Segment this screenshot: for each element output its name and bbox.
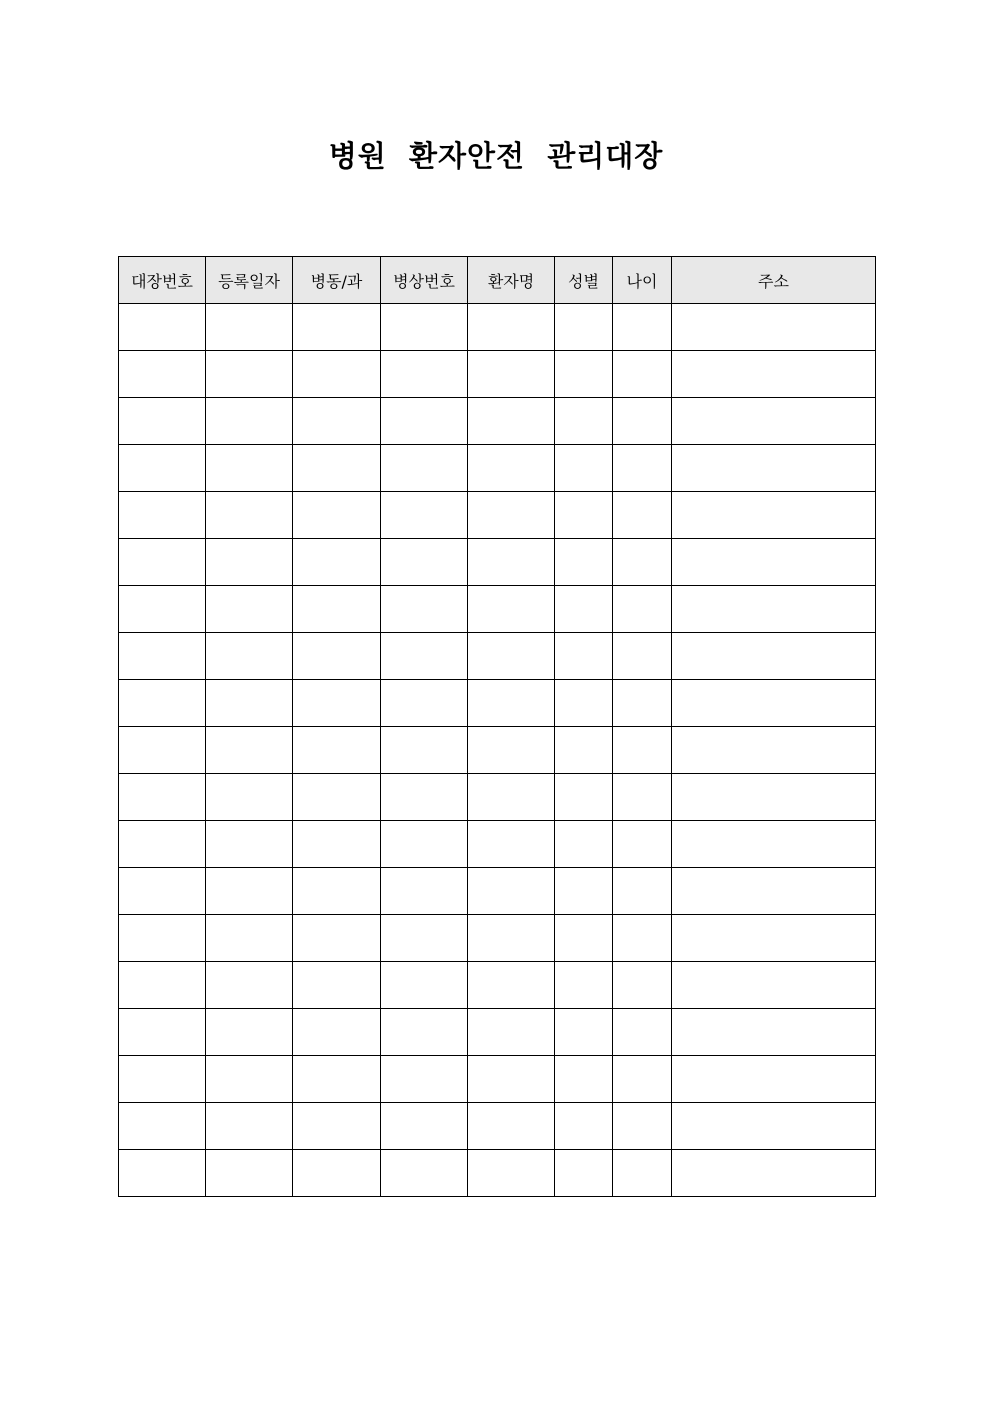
bed-number-cell[interactable] xyxy=(381,1009,468,1056)
patient-name-cell[interactable] xyxy=(468,727,555,774)
age-cell[interactable] xyxy=(613,1150,672,1197)
ward-department-cell[interactable] xyxy=(293,915,381,962)
table-row xyxy=(119,915,876,962)
ledger-number-cell[interactable] xyxy=(119,680,206,727)
patient-name-cell[interactable] xyxy=(468,1150,555,1197)
address-cell[interactable] xyxy=(672,586,876,633)
column-header-age: 나이 xyxy=(613,257,672,304)
patient-name-cell[interactable] xyxy=(468,1009,555,1056)
address-cell[interactable] xyxy=(672,445,876,492)
address-cell[interactable] xyxy=(672,915,876,962)
patient-safety-ledger-table xyxy=(118,256,876,1197)
ward-department-cell[interactable] xyxy=(293,774,381,821)
bed-number-cell[interactable] xyxy=(381,586,468,633)
sex-cell[interactable] xyxy=(555,492,613,539)
bed-number-cell[interactable] xyxy=(381,680,468,727)
ward-department-cell[interactable] xyxy=(293,351,381,398)
sex-cell[interactable] xyxy=(555,445,613,492)
ward-department-cell[interactable] xyxy=(293,1150,381,1197)
registration-date-cell[interactable] xyxy=(206,539,293,586)
ledger-number-cell[interactable] xyxy=(119,492,206,539)
table-row xyxy=(119,1150,876,1197)
bed-number-cell[interactable] xyxy=(381,351,468,398)
registration-date-cell[interactable] xyxy=(206,445,293,492)
table-row xyxy=(119,539,876,586)
bed-number-cell[interactable] xyxy=(381,915,468,962)
address-cell[interactable] xyxy=(672,1056,876,1103)
bed-number-cell[interactable] xyxy=(381,633,468,680)
ledger-number-cell[interactable] xyxy=(119,774,206,821)
age-cell[interactable] xyxy=(613,727,672,774)
bed-number-cell[interactable] xyxy=(381,868,468,915)
address-cell[interactable] xyxy=(672,821,876,868)
registration-date-cell[interactable] xyxy=(206,962,293,1009)
age-cell[interactable] xyxy=(613,868,672,915)
ledger-number-cell[interactable] xyxy=(119,539,206,586)
table-row xyxy=(119,492,876,539)
registration-date-cell[interactable] xyxy=(206,1056,293,1103)
registration-date-cell[interactable] xyxy=(206,492,293,539)
age-cell[interactable] xyxy=(613,1103,672,1150)
column-header-sex: 성별 xyxy=(555,257,613,304)
registration-date-cell[interactable] xyxy=(206,821,293,868)
sex-cell[interactable] xyxy=(555,680,613,727)
bed-number-cell[interactable] xyxy=(381,398,468,445)
ward-department-cell[interactable] xyxy=(293,962,381,1009)
table-row xyxy=(119,1056,876,1103)
sex-cell[interactable] xyxy=(555,774,613,821)
table-row xyxy=(119,351,876,398)
bed-number-cell[interactable] xyxy=(381,1056,468,1103)
patient-name-cell[interactable] xyxy=(468,868,555,915)
ledger-number-cell[interactable] xyxy=(119,868,206,915)
patient-name-cell[interactable] xyxy=(468,586,555,633)
sex-cell[interactable] xyxy=(555,915,613,962)
table-row xyxy=(119,774,876,821)
table-row xyxy=(119,445,876,492)
registration-date-cell[interactable] xyxy=(206,915,293,962)
address-cell[interactable] xyxy=(672,539,876,586)
sex-cell[interactable] xyxy=(555,821,613,868)
age-cell[interactable] xyxy=(613,351,672,398)
sex-cell[interactable] xyxy=(555,304,613,351)
address-cell[interactable] xyxy=(672,680,876,727)
registration-date-cell[interactable] xyxy=(206,351,293,398)
ward-department-cell[interactable] xyxy=(293,492,381,539)
ward-department-cell[interactable] xyxy=(293,868,381,915)
age-cell[interactable] xyxy=(613,539,672,586)
ward-department-cell[interactable] xyxy=(293,304,381,351)
sex-cell[interactable] xyxy=(555,633,613,680)
ward-department-cell[interactable] xyxy=(293,727,381,774)
bed-number-cell[interactable] xyxy=(381,1103,468,1150)
ledger-number-cell[interactable] xyxy=(119,1009,206,1056)
sex-cell[interactable] xyxy=(555,1150,613,1197)
address-cell[interactable] xyxy=(672,492,876,539)
ledger-number-cell[interactable] xyxy=(119,586,206,633)
registration-date-cell[interactable] xyxy=(206,727,293,774)
age-cell[interactable] xyxy=(613,304,672,351)
table-row xyxy=(119,633,876,680)
bed-number-cell[interactable] xyxy=(381,727,468,774)
ledger-number-cell[interactable] xyxy=(119,821,206,868)
age-cell[interactable] xyxy=(613,774,672,821)
sex-cell[interactable] xyxy=(555,351,613,398)
registration-date-cell[interactable] xyxy=(206,1150,293,1197)
ward-department-cell[interactable] xyxy=(293,633,381,680)
age-cell[interactable] xyxy=(613,586,672,633)
ward-department-cell[interactable] xyxy=(293,445,381,492)
address-cell[interactable] xyxy=(672,727,876,774)
sex-cell[interactable] xyxy=(555,586,613,633)
patient-name-cell[interactable] xyxy=(468,1056,555,1103)
patient-name-cell[interactable] xyxy=(468,539,555,586)
ward-department-cell[interactable] xyxy=(293,1103,381,1150)
age-cell[interactable] xyxy=(613,398,672,445)
ledger-number-cell[interactable] xyxy=(119,445,206,492)
registration-date-cell[interactable] xyxy=(206,868,293,915)
age-cell[interactable] xyxy=(613,1056,672,1103)
address-cell[interactable] xyxy=(672,1009,876,1056)
address-cell[interactable] xyxy=(672,868,876,915)
registration-date-cell[interactable] xyxy=(206,398,293,445)
table-header-row xyxy=(119,257,876,304)
table-row xyxy=(119,1009,876,1056)
registration-date-cell[interactable] xyxy=(206,1009,293,1056)
sex-cell[interactable] xyxy=(555,727,613,774)
ward-department-cell[interactable] xyxy=(293,680,381,727)
ward-department-cell[interactable] xyxy=(293,821,381,868)
registration-date-cell[interactable] xyxy=(206,304,293,351)
column-header-patient-name: 환자명 xyxy=(468,257,555,304)
ward-department-cell[interactable] xyxy=(293,586,381,633)
patient-name-cell[interactable] xyxy=(468,1103,555,1150)
column-header-address: 주소 xyxy=(672,257,876,304)
patient-name-cell[interactable] xyxy=(468,680,555,727)
registration-date-cell[interactable] xyxy=(206,680,293,727)
registration-date-cell[interactable] xyxy=(206,633,293,680)
bed-number-cell[interactable] xyxy=(381,1150,468,1197)
sex-cell[interactable] xyxy=(555,868,613,915)
age-cell[interactable] xyxy=(613,1009,672,1056)
ledger-number-cell[interactable] xyxy=(119,915,206,962)
ledger-number-cell[interactable] xyxy=(119,1103,206,1150)
patient-name-cell[interactable] xyxy=(468,304,555,351)
table-row xyxy=(119,868,876,915)
ledger-number-cell[interactable] xyxy=(119,304,206,351)
bed-number-cell[interactable] xyxy=(381,304,468,351)
ward-department-cell[interactable] xyxy=(293,539,381,586)
bed-number-cell[interactable] xyxy=(381,774,468,821)
page-title: 병원 환자안전 관리대장 xyxy=(328,139,664,173)
age-cell[interactable] xyxy=(613,445,672,492)
column-header-registration-date: 등록일자 xyxy=(206,257,293,304)
bed-number-cell[interactable] xyxy=(381,962,468,1009)
bed-number-cell[interactable] xyxy=(381,492,468,539)
registration-date-cell[interactable] xyxy=(206,1103,293,1150)
registration-date-cell[interactable] xyxy=(206,586,293,633)
column-header-ledger-number: 대장번호 xyxy=(119,257,206,304)
patient-name-cell[interactable] xyxy=(468,351,555,398)
sex-cell[interactable] xyxy=(555,539,613,586)
registration-date-cell[interactable] xyxy=(206,774,293,821)
sex-cell[interactable] xyxy=(555,1103,613,1150)
patient-name-cell[interactable] xyxy=(468,915,555,962)
table-row xyxy=(119,962,876,1009)
address-cell[interactable] xyxy=(672,351,876,398)
patient-name-cell[interactable] xyxy=(468,821,555,868)
table-row xyxy=(119,1103,876,1150)
ward-department-cell[interactable] xyxy=(293,1009,381,1056)
age-cell[interactable] xyxy=(613,915,672,962)
age-cell[interactable] xyxy=(613,633,672,680)
column-header-ward-department: 병동/과 xyxy=(293,257,381,304)
address-cell[interactable] xyxy=(672,304,876,351)
age-cell[interactable] xyxy=(613,680,672,727)
age-cell[interactable] xyxy=(613,962,672,1009)
table-row xyxy=(119,586,876,633)
table-body xyxy=(119,304,876,1197)
table-row xyxy=(119,821,876,868)
address-cell[interactable] xyxy=(672,1150,876,1197)
address-cell[interactable] xyxy=(672,633,876,680)
table-row xyxy=(119,398,876,445)
ledger-number-cell[interactable] xyxy=(119,351,206,398)
address-cell[interactable] xyxy=(672,962,876,1009)
column-header-bed-number: 병상번호 xyxy=(381,257,468,304)
bed-number-cell[interactable] xyxy=(381,445,468,492)
age-cell[interactable] xyxy=(613,492,672,539)
address-cell[interactable] xyxy=(672,398,876,445)
table-row xyxy=(119,304,876,351)
address-cell[interactable] xyxy=(672,774,876,821)
bed-number-cell[interactable] xyxy=(381,821,468,868)
table-row xyxy=(119,680,876,727)
sex-cell[interactable] xyxy=(555,398,613,445)
patient-name-cell[interactable] xyxy=(468,774,555,821)
sex-cell[interactable] xyxy=(555,1056,613,1103)
patient-name-cell[interactable] xyxy=(468,962,555,1009)
address-cell[interactable] xyxy=(672,1103,876,1150)
ledger-number-cell[interactable] xyxy=(119,633,206,680)
patient-name-cell[interactable] xyxy=(468,445,555,492)
ledger-number-cell[interactable] xyxy=(119,398,206,445)
table-row xyxy=(119,727,876,774)
ward-department-cell[interactable] xyxy=(293,1056,381,1103)
patient-name-cell[interactable] xyxy=(468,633,555,680)
patient-name-cell[interactable] xyxy=(468,492,555,539)
sex-cell[interactable] xyxy=(555,962,613,1009)
sex-cell[interactable] xyxy=(555,1009,613,1056)
ledger-number-cell[interactable] xyxy=(119,727,206,774)
patient-name-cell[interactable] xyxy=(468,398,555,445)
ledger-number-cell[interactable] xyxy=(119,962,206,1009)
ledger-number-cell[interactable] xyxy=(119,1150,206,1197)
age-cell[interactable] xyxy=(613,821,672,868)
ward-department-cell[interactable] xyxy=(293,398,381,445)
ledger-number-cell[interactable] xyxy=(119,1056,206,1103)
bed-number-cell[interactable] xyxy=(381,539,468,586)
